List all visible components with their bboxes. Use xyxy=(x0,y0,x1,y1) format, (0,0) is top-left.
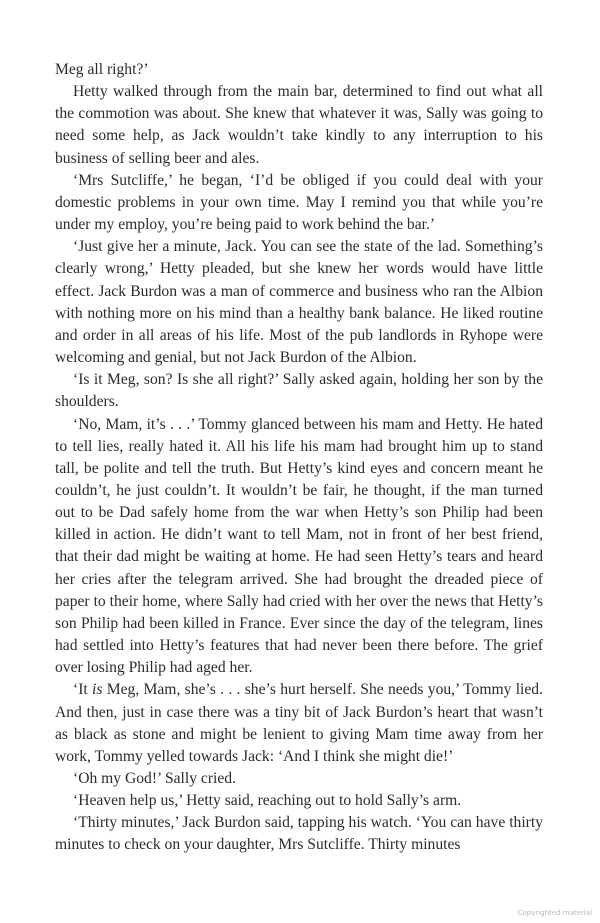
paragraph-9: ‘Heaven help us,’ Hetty said, reaching out to hold Sally’s arm. xyxy=(73,792,462,810)
paragraph-7-start: ‘It xyxy=(73,681,93,699)
book-page-text xyxy=(55,59,543,857)
copyright-watermark: Copyrighted material xyxy=(517,909,592,917)
paragraph-5: ‘Is it Meg, son? Is she all right?’ Sally asked again, holding her son by the shoulders. xyxy=(55,371,543,411)
paragraph-7-emphasis: is xyxy=(92,681,103,699)
paragraph-6: ‘No, Mam, it’s . . .’ Tommy glanced between his mam and Hetty. He hated to tell lies, really hated it. All his life his mam had brought him up to stand tall, be polite and tell the truth. But Hetty’s kind eyes and concern meant he couldn’t, he just couldn’t. It wouldn’t be fair, he thought, if the man turned out to be Dad safely home from the war when Hetty’s son Philip had been killed in action. He didn’t want to tell Mam, not in front of her best friend, that their dad might be waiting at home. He had seen Hetty’s tears and heard her cries after the telegram arrived. She had brought the dreaded piece of paper to their home, where Sally had cried with her over the news that Hetty’s son Philip had been killed in France. Ever since the day of the telegram, lines had settled into Hetty’s features that had never been there before. The grief over losing Philip had aged her. xyxy=(55,415,543,677)
paragraph-1: Meg all right?’ xyxy=(55,61,149,78)
paragraph-7-end: Meg, Mam, she’s . . . she’s hurt herself. She needs you,’ Tommy lied. And then, just in case there was a tiny bit of Jack Burdon’s heart that wasn’t as black as stone and might be lenient to giving Mam time away from her work, Tommy yelled towards Jack: ‘And I think she might die!’ xyxy=(55,681,543,765)
paragraph-2: Hetty walked through from the main bar, determined to find out what all the commotion was about. She knew that whatever it was, Sally was going to need some help, as Jack wouldn’t take kindly to any interruption to his business of selling beer and ales. xyxy=(55,83,543,167)
paragraph-3: ‘Mrs Sutcliffe,’ he began, ‘I’d be obliged if you could deal with your domestic problems in your own time. May I remind you that while you’re under my employ, you’re being paid to work behind the bar.’ xyxy=(55,171,543,234)
paragraph-7 xyxy=(55,679,543,768)
paragraph-4: ‘Just give her a minute, Jack. You can see the state of the lad. Something’s clearly wrong,’ Hetty pleaded, but she knew her words would have little effect. Jack Burdon was a man of commerce and business who ran the Albion with nothing more on his mind than a healthy bank balance. He liked routine and order in all areas of his life. Most of the pub landlords in Ryhope were welcoming and genial, but not Jack Burdon of the Albion. xyxy=(55,238,543,367)
paragraph-8: ‘Oh my God!’ Sally cried. xyxy=(73,770,236,787)
paragraph-10: ‘Thirty minutes,’ Jack Burdon said, tapping his watch. ‘You can have thirty minutes to check on your daughter, Mrs Sutcliffe. Thirty minutes xyxy=(55,814,543,854)
